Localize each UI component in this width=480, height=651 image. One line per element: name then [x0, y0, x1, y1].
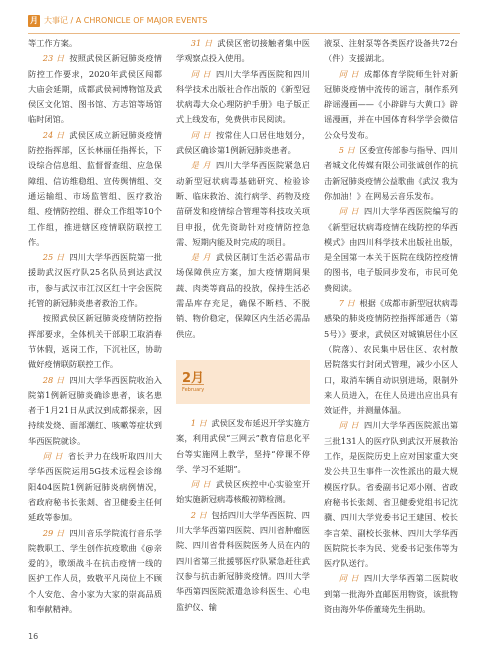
page-number: 16 [28, 632, 39, 641]
chronicle-entry [28, 36, 162, 51]
column-1 [28, 36, 162, 632]
chronicle-entry [176, 158, 310, 250]
entry-text: 武侯区密切接触者集中医学观察点投入使用。 [176, 38, 310, 64]
chronicle-entry [28, 250, 162, 311]
entry-date: 同 日 [190, 129, 211, 140]
chronicle-entry [28, 311, 162, 372]
entry-date: 同 日 [190, 68, 211, 79]
entry-text: 武侯区发布延迟开学实施方案，利用武侯“三网云”教育信息化平台等实施网上教学，坚持“停课不停学、学习不延期”。 [176, 417, 310, 474]
entry-date: 23 日 [42, 53, 65, 64]
entry-text: 武侯区成立新冠肺炎疫情防控指挥部，区长林丽任指挥长，下设综合信息组、监督督查组、应急保障组、信访维稳组、宣传舆情组、交通运输组、市场监管组、医疗救治组、疫情防控组、群众工作组等10个工作组，推进辖区疫情联防联控工作。 [28, 129, 162, 247]
column-2 [176, 36, 310, 632]
entry-text: 按照武侯区新冠肺炎疫情防控指挥部要求，全体机关干部职工取消春节休假，返岗工作，下沉社区，协助做好疫情联防联控工作。 [28, 313, 162, 370]
chronicle-entry [176, 36, 310, 67]
chronicle-entry [176, 477, 310, 508]
entry-date: 同 日 [190, 479, 211, 490]
entry-text: 四川大学华西医院派出第三批131人的医疗队到武汉开展救治工作，是医院历史上应对国家重大突发公共卫生事件一次性派出的最大规模医疗队。省委副书记邓小刚、省政府秘书长张剡、省卫健委党组书记沈骥、四川大学党委书记王建国、校长李言荣、副校长张林、四川大学华西医院院长李为民、党委书记张伟等为医疗队送行。 [324, 420, 458, 569]
chronicle-entry [176, 508, 310, 615]
entry-text: 四川大学华西第二医院收到第一批海外直邮医用物资，该批物资由海外华侨董琦先生捐助。 [324, 573, 458, 614]
entry-text: 省长尹力在线听取四川大学华西医院运用5G技术远程会诊绵阳404医院1例新冠肺炎病例情况，省政府秘书长张剡、省卫健委主任何延政等参加。 [28, 451, 162, 523]
chronicle-entry [28, 373, 162, 449]
entry-text: 四川大学华西医院编写的《新型冠状病毒疫情在线防控的华西模式》由四川科学技术出版社出版，是全国第一本关于医院在线防控疫情的图书，电子版同步发布，市民可免费阅读。 [324, 206, 458, 293]
entry-date: 1 日 [190, 417, 207, 428]
entry-date: 25 日 [42, 252, 65, 263]
entry-date: 同 日 [338, 420, 359, 431]
entry-text: 根据《成都市新型冠状病毒感染的肺炎疫情防控指挥部通告（第5号）》要求，武侯区对城镇居住小区（院落）、农民集中居住区、农村散居院落实行封闭式管理，减少小区人口，取消车辆自动识别进场，限制外来人员进入，在住人员进出应出具有效证件，并测量体温。 [324, 298, 458, 416]
entry-text: 四川音乐学院流行音乐学院教职工、学生创作抗疫歌曲《@亲爱的》，歌颂战斗在抗击疫情一线的医护工作人员，致敬平凡岗位上不顾个人安危、舍小家为大家的崇高品质和奉献精神。 [28, 527, 162, 614]
page-header [28, 14, 460, 30]
entry-text: 包括四川大学华西医院、四川大学华西第四医院、四川省肿瘤医院、四川省骨科医院医务人员在内的四川省第三批援鄂医疗队紧急赶往武汉参与抗击新冠肺炎疫情。四川大学华西第四医院派遣急诊科医生、心电监护仪、输 [176, 509, 310, 612]
chronicle-columns [28, 36, 458, 632]
entry-text: 按常住人口居住地划分，武侯区确诊第1例新冠肺炎患者。 [176, 129, 310, 156]
entry-date: 28 日 [42, 374, 65, 385]
chronicle-entry [28, 128, 162, 250]
chronicle-entry [28, 449, 162, 525]
chronicle-entry [324, 67, 458, 143]
entry-text: 成都体育学院师生针对新冠肺炎疫情中流传的谣言，制作系列辟谣漫画——《小辟辟与大黄口》辟谣漫画，并在中国体育科学学会微信公众号发布。 [324, 68, 458, 140]
chronicle-entry [324, 36, 458, 67]
entry-date: 24 日 [42, 129, 65, 140]
entry-date: 同 日 [42, 451, 63, 462]
chronicle-entry [176, 128, 310, 159]
entry-text: 等工作方案。 [28, 38, 78, 48]
entry-text: 区委宣传部参与指导、四川者城文化传媒有限公司张诚创作的抗击新冠肺炎疫情公益歌曲《武汉 我为你加油！》在网易云音乐发布。 [324, 145, 458, 201]
entry-text: 液泵、注射泵等各类医疗设备共72台（件）支援湖北。 [324, 38, 458, 64]
header-divider [28, 33, 460, 34]
chronicle-entry [28, 526, 162, 618]
column-3 [324, 36, 458, 632]
chronicle-entry [176, 250, 310, 342]
entry-text: 按照武侯区新冠肺炎疫情防控工作要求，2020年武侯区闯都大庙会延期，成都武侯祠博物馆及武侯区文化馆、图书馆、方志馆等场馆临时闭馆。 [28, 53, 162, 125]
chronicle-entry [176, 416, 310, 477]
entry-date: 同 日 [338, 68, 359, 79]
entry-date: 同 日 [338, 573, 359, 584]
entry-date: 29 日 [42, 527, 65, 538]
entry-text: 四川大学华西医院收治入院第1例新冠肺炎确诊患者，该名患者于1月21日从武汉到成都探亲，因持续发烧、面部潮红、咳嗽等症状到华西医院就诊。 [28, 374, 162, 446]
chronicle-entry [324, 571, 458, 617]
calendar-icon: 月 [30, 16, 38, 25]
entry-date: 5 日 [338, 145, 355, 156]
entry-date: 同 日 [338, 206, 359, 217]
entry-text: 四川大学华西医院和四川科学技术出版社合作出版的《新型冠状病毒大众心理防护手册》电子版正式上线发布，免费供市民阅读。 [176, 68, 310, 125]
chronicle-entry [324, 296, 458, 418]
month-underline [182, 384, 204, 385]
chronicle-entry [324, 204, 458, 296]
month-label: 2月 [182, 370, 205, 386]
entry-date: 7 日 [338, 298, 355, 309]
month-heading [176, 360, 310, 404]
entry-date: 2 日 [190, 509, 207, 520]
entry-text: 武侯区制订生活必需品市场保障供应方案，加大疫情期间果蔬、肉类等商品的投放，保持生活必需品库存充足，确保不断档、不脱销、物价稳定，保障区内生活必需品供应。 [176, 252, 310, 339]
entry-date: 是 月 [190, 252, 211, 263]
entry-text: 四川大学华西医院第一批援助武汉医疗队25名队员到达武汉市，参与武汉市江汉区红十字会医院托管的新冠肺炎患者救治工作。 [28, 252, 162, 309]
chronicle-entry [28, 51, 162, 127]
chronicle-entry [324, 143, 458, 204]
entry-text: 四川大学华西医院紧急启动新型冠状病毒基础研究、检验诊断、临床救治、流行病学、药物及疫苗研发和疫情综合管理等科技攻关项目申报，优先资助针对疫情防控急需、短期内能及时完成的项目。 [176, 160, 310, 247]
entry-text: 武侯区疾控中心实验室开始实施新冠病毒核酸初筛检测。 [176, 479, 310, 505]
chronicle-entry [324, 418, 458, 571]
section-title: 大事记 / A CHRONICLE OF MAJOR EVENTS [44, 16, 208, 25]
month-label-english: February [182, 386, 205, 393]
entry-date: 31 日 [190, 38, 213, 48]
chronicle-entry [176, 67, 310, 128]
entry-date: 是 月 [190, 160, 211, 171]
